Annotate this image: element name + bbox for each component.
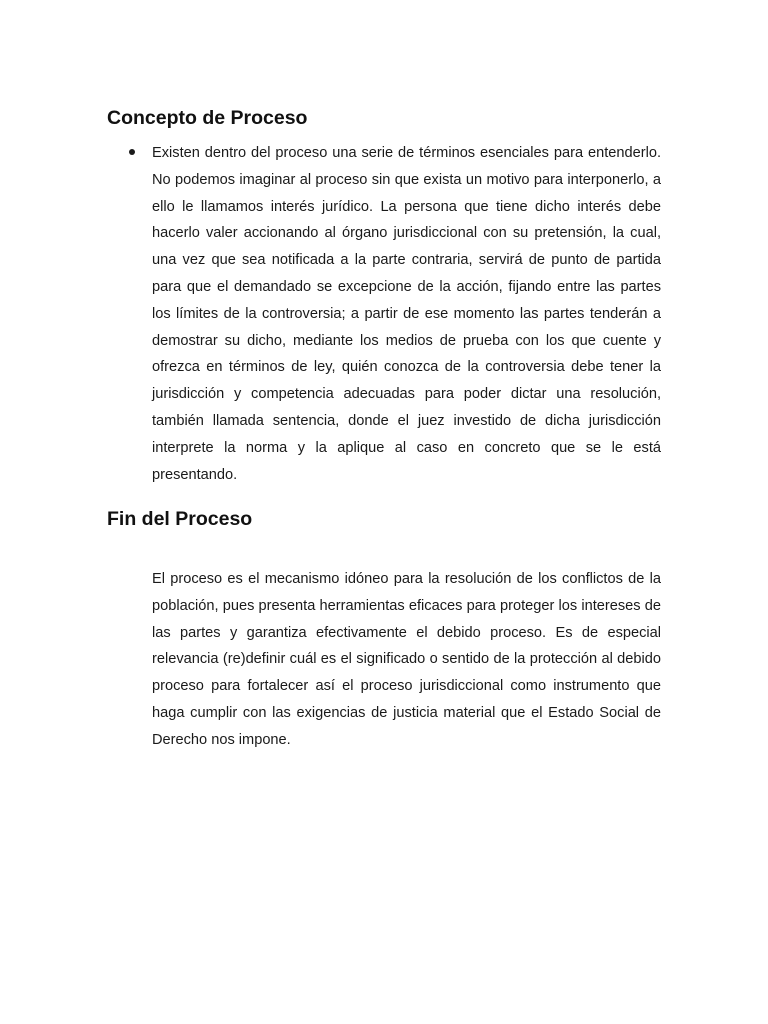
bullet-icon [129, 149, 135, 155]
section-heading-fin: Fin del Proceso [107, 508, 253, 530]
section-heading-concepto: Concepto de Proceso [107, 107, 308, 129]
section-body-fin [152, 566, 661, 754]
bullet-paragraph: Existen dentro del proceso una serie de términos esenciales para entenderlo. No podemos imaginar al proceso sin que exista un motivo para interponerlo, a ello le llamamos interés jurídico. La persona que tiene dicho interés debe hacerlo valer accionando al órgano jurisdiccional con su pretensión, la cual, una vez que sea notificada a la parte contraria, servirá de punto de partida para que el demandado se excepcione de la acción, fijando entre las partes los límites de la controversia; a partir de ese momento las partes tenderán a demostrar su dicho, mediante los medios de prueba con los que cuente y ofrezca en términos de ley, quién conozca de la controversia debe tener la jurisdicción y competencia adecuadas para poder dictar una resolución, también llamada sentencia, donde el juez investido de dicha jurisdicción interprete la norma y la aplique al caso en concreto que se le está presentando. [152, 145, 661, 483]
body-paragraph: El proceso es el mecanismo idóneo para la resolución de los conflictos de la población, pues presenta herramientas eficaces para proteger los intereses de las partes y garantiza efectivamente el debido proceso. Es de especial relevancia (re)definir cuál es el significado o sentido de la protección al debido proceso para fortalecer así el proceso jurisdiccional como instrumento que haga cumplir con las exigencias de justicia material que el Estado Social de Derecho nos impone. [152, 571, 661, 748]
bullet-list-item [152, 140, 661, 488]
